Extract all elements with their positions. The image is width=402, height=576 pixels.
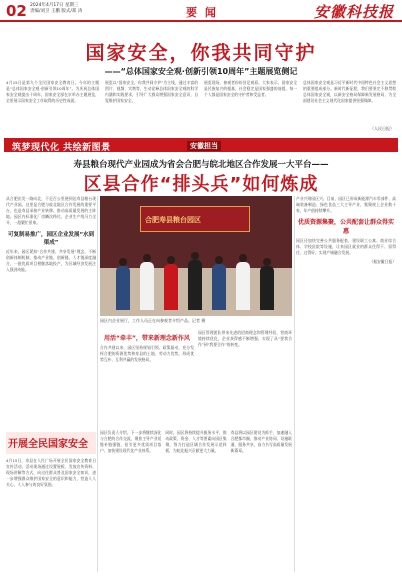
middle-heading: 用活“牵丰”，带来新理念新作风 [104, 335, 190, 342]
right-heading: 优质资源集聚，公共配套让群众得实惠 [297, 219, 394, 235]
page-number: 02 [6, 2, 27, 20]
photo-caption: 园区内企业展厅，工作人员正在向参观者介绍产品。记者 摄 [100, 318, 206, 323]
sub-headline: ——“总体国家安全观·创新引领10周年”主题展览侧记 [104, 67, 298, 76]
article-title: 区县合作“排头兵”如何炼成 [83, 174, 319, 195]
promo-title: 开展全民国家安全 [8, 439, 88, 450]
left-body: 从合肥出发一路向北，不足百公里便到达寿县粮台现代产业园。这里是合肥与皖北地区合作发展的重要平台，也是寿县承接产业转移、推动高质量发展的主阵地。园区内标准化厂房鳞次栉比，企业生产线马力全开，一派繁忙景象。 [6, 196, 96, 225]
section-banner [4, 138, 398, 152]
masthead [0, 0, 402, 22]
promo-body: 4月15日，寿县在人民广场开展全民国家安全教育日宣传活动。活动现场通过设置展板、发放宣传资料、现场讲解等方式，向过往群众普及国家安全知识，进一步增强群众维护国家安全的意识和能力，营造人人关心、人人参与的良好氛围。 [6, 458, 96, 487]
column-divider [294, 196, 295, 572]
bottom-column-3: 寿县将以园区建设为抓手，加速融入合肥都市圈，推动产业协同、设施联通、服务共享，奋力书写高质量发展新篇章。 [230, 430, 292, 453]
middle-body: 合作共建以来，园区坚持规划引领、政策驱动，充分发挥合肥的资源优势和寿县的土地、劳动力优势，形成优势互补、互利共赢的发展格局。 [100, 345, 194, 362]
column-divider [97, 196, 98, 572]
photo-person-1 [116, 266, 130, 310]
bottom-column-2: 同时，园区将持续提升服务水平，推动政策、资金、人才等要素向园区集聚，努力打造区域合作发展示范样板，为皖北振兴贡献更大力量。 [165, 430, 227, 453]
top-column-1: 4月15日是第九个全民国家安全教育日。今年的主题是“总体国家安全观·创新引领10周年”。为庆祝总体国家安全观提出十周年，国家安全部在京举办主题展览，全景展示国家安全工作取得的历史性成就。 [6, 80, 99, 103]
promo-box [6, 432, 96, 572]
top-article-columns [6, 80, 396, 132]
photo-sign [140, 206, 250, 232]
middle-body-2: 园区管理团队带来先进的招商理念和管理经验，营商环境持续优化，企业获得感不断增强，实现了从“要我合作”到“我要合作”的转变。 [198, 330, 292, 347]
editor-credits: 责编/刘卫 王鹏 版式/郑 涛 [30, 9, 83, 14]
photo-sign-text: 合肥寿县粮台园区 [145, 216, 201, 224]
middle-column [100, 330, 194, 363]
bottom-column-1: 园区负责人介绍，下一步将继续深化与合肥的合作交流，聚焦主导产业延链补链强链，招引更多优质项目落户，加快建设现代化产业体系。 [100, 430, 162, 453]
right-column [296, 196, 396, 572]
middle-column-2 [198, 330, 292, 348]
top-column-3: 展览现场，参观者纷纷驻足观看。大家表示，国家安全是民族复兴的根基，社会稳定是国家强盛的前提，每一个人都是国家安全的守护者和受益者。 [204, 80, 297, 97]
left-subheading: 可复制易推广，园区企业发展“水到渠成” [7, 232, 95, 246]
photo-person-7 [260, 266, 274, 310]
right-footer: （据安徽日报） [369, 259, 396, 264]
top-column-4: 总体国家安全观是习近平新时代中国特色社会主义思想的重要组成部分。新时代新征程，我们要坚定不移贯彻总体国家安全观，以新安全格局保障新发展格局，为全面建设社会主义现代化国家提供坚强保障。 [303, 80, 396, 103]
publish-date: 2024年4月17日 星期三 [30, 3, 79, 8]
article-photo [100, 196, 292, 316]
banner-tag: 安徽担当 [187, 141, 221, 151]
article-kicker: 寿县粮台现代产业园成为省会合肥与皖北地区合作发展一大平台—— [73, 160, 329, 170]
bottom-columns [100, 430, 292, 570]
photo-person-3 [164, 264, 178, 310]
top-byline: （人民日报） [370, 126, 394, 131]
photo-person-4 [188, 260, 202, 310]
left-column [6, 196, 96, 428]
section-name: 要 闻 [186, 6, 218, 19]
left-body-2: 近年来，园区紧扣“合作共建、共享发展”理念，不断创新体制机制，推动产业链、创新链、人才链深度融合，一批优质项目相继落地投产，为区域经济发展注入强劲动能。 [6, 249, 96, 272]
photo-person-6 [236, 262, 250, 310]
right-body-lead: 产业兴则园区兴。目前，园区已形成新能源汽车零部件、高端装备制造、绿色食品三大主导产业，集聚规上企业数十家，年产值持续攀升。 [296, 196, 396, 213]
banner-text: 筑梦现代化 共绘新图景 [12, 143, 111, 153]
right-body-2: 园区还加快完善公共服务配套，建设职工公寓、商业综合体、学校医院等设施，让来园区就业的群众住得下、留得住、过得好，实现产城融合发展。 [296, 238, 396, 255]
promo-header [6, 432, 96, 454]
top-column-2: 展览以“国家安全，你我共同守护”为主线，通过丰富的图片、视频、实物等，生动诠释总体国家安全观的科学内涵和实践要求，引导广大群众增强国家安全意识，自觉维护国家安全。 [105, 80, 198, 103]
photo-person-2 [140, 262, 154, 310]
newspaper-logo: 安徽科技报 [313, 3, 394, 21]
photo-person-5 [212, 264, 226, 310]
date-line [30, 3, 82, 15]
main-headline: 国家安全，你我共同守护 [85, 42, 317, 64]
